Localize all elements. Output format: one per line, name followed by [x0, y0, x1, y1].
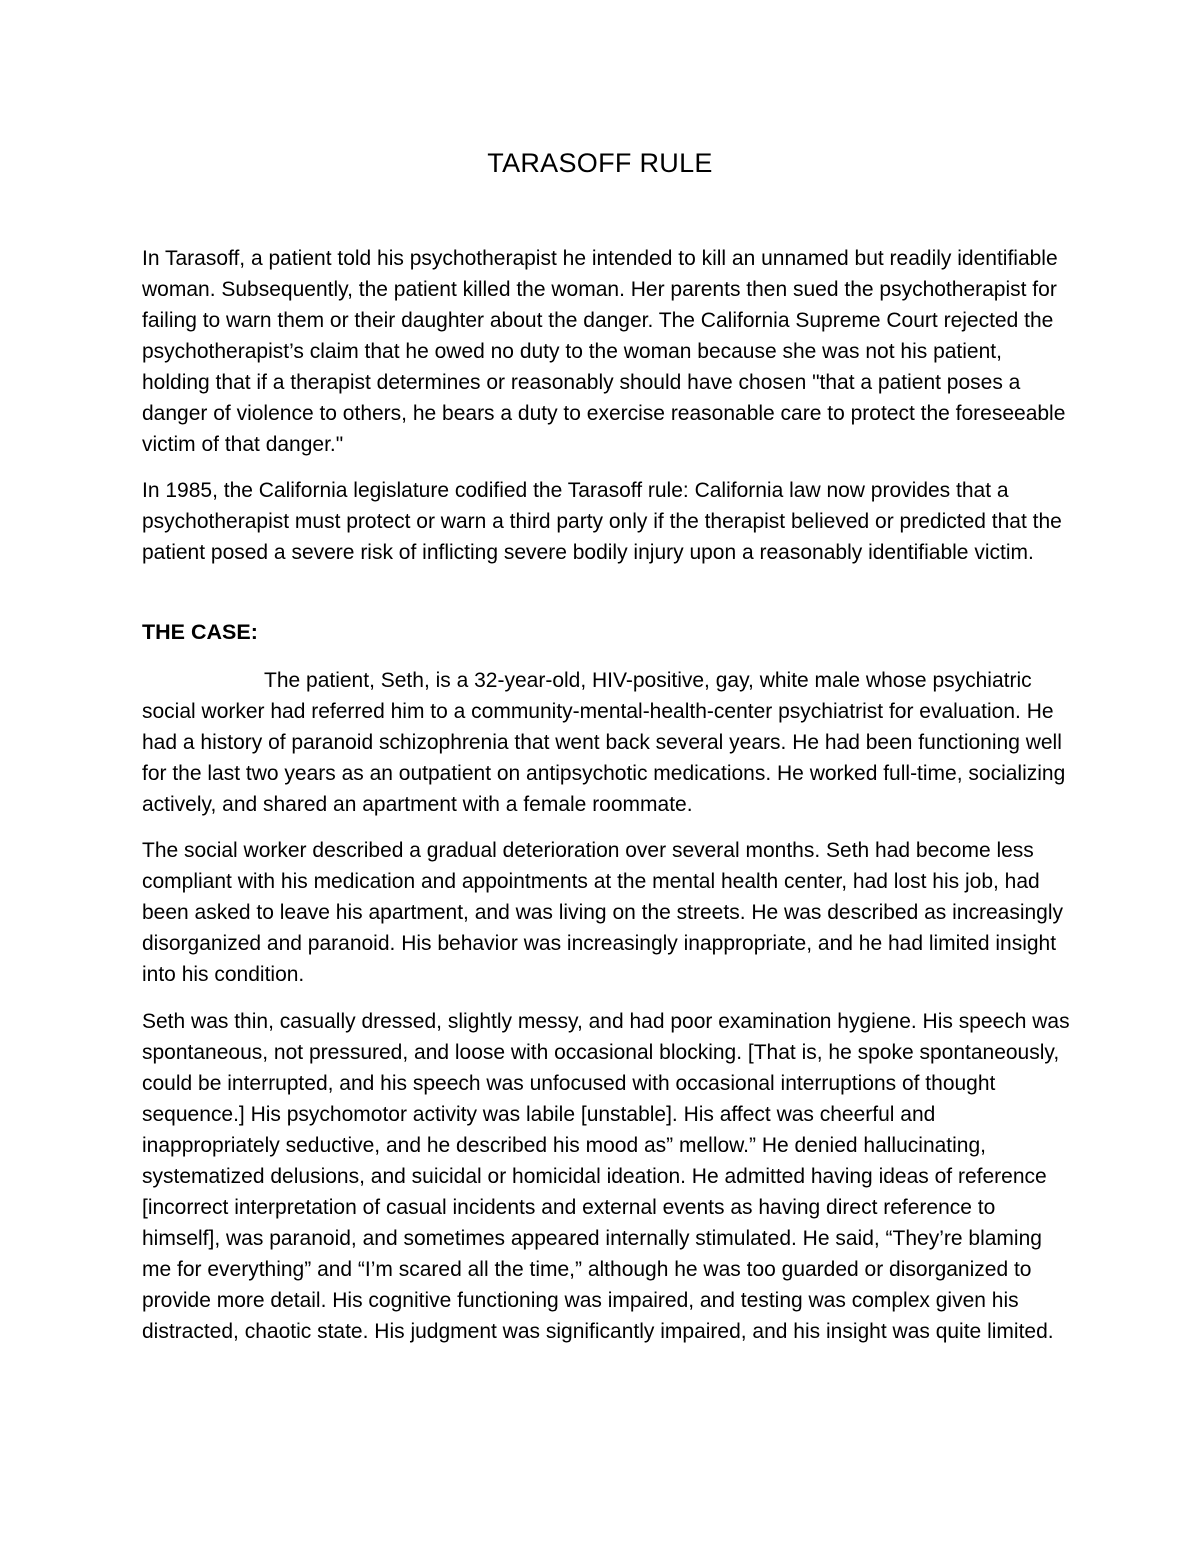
case-paragraph-deterioration: The social worker described a gradual deterioration over several months. Seth had become less compliant with his medication and appointments at the mental health center, had lost his job, had been asked to leave his apartment, and was living on the streets. He was described as increasingly disorganized and paranoid. His behavior was increasingly inappropriate, and he had limited insight into his condition. — [142, 839, 1064, 986]
intro-paragraph-1985: In 1985, the California legislature codified the Tarasoff rule: California law now provides that a psychotherapist must protect or warn a third party only if the therapist believed or predicted that the patient posed a severe risk of inflicting severe bodily injury upon a reasonably identifiable victim. — [142, 479, 1062, 564]
case-paragraph-examination: Seth was thin, casually dressed, slightly messy, and had poor examination hygiene. His speech was spontaneous, not pressured, and loose with occasional blocking. [That is, he spoke spontaneously, could be interrupted, and his speech was unfocused with occasional interruptions of thought sequence.] His psychomotor activity was labile [unstable]. His affect was cheerful and inappropriately seductive, and he described his mood as” mellow.” He denied hallucinating, systematized delusions, and suicidal or homicidal ideation. He admitted having ideas of reference [incorrect interpretation of casual incidents and external events as having direct reference to himself], was paranoid, and sometimes appeared internally stimulated. He said, “They’re blaming me for everything” and “I’m scared all the time,” although he was too guarded or disorganized to provide more detail. His cognitive functioning was impaired, and testing was complex given his distracted, chaotic state. His judgment was significantly impaired, and his insight was quite limited. — [142, 1010, 1070, 1343]
case-paragraph-patient: The patient, Seth, is a 32-year-old, HIV-positive, gay, white male whose psychiatric social worker had referred him to a community-mental-health-center psychiatrist for evaluation. He had a history of paranoid schizophrenia that went back several years. He had been functioning well for the last two years as an outpatient on antipsychotic medications. He worked full-time, socializing actively, and shared an apartment with a female roommate. — [142, 669, 1066, 816]
page-title: TARASOFF RULE — [487, 148, 713, 178]
intro-paragraph-tarasoff: In Tarasoff, a patient told his psychotherapist he intended to kill an unnamed but readily identifiable woman. Subsequently, the patient killed the woman. Her parents then sued the psychotherapist for failing to warn them or their daughter about the danger. The California Supreme Court rejected the psychotherapist’s claim that he owed no duty to the woman because she was not his patient, holding that if a therapist determines or reasonably should have chosen "that a patient poses a danger of violence to others, he bears a duty to exercise reasonable care to protect the foreseeable victim of that danger." — [142, 247, 1066, 456]
section-heading-the-case: THE CASE: — [142, 620, 258, 644]
